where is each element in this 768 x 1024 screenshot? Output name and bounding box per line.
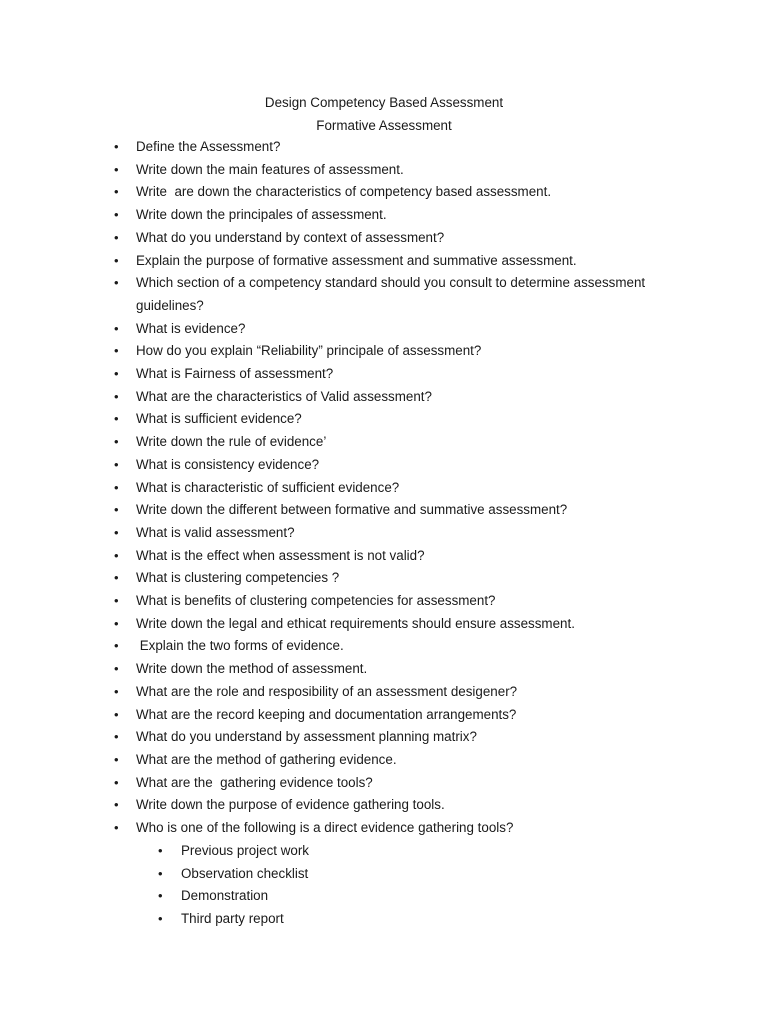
question-text: What is characteristic of sufficient evidence? [136, 479, 400, 495]
bullet-icon: • [114, 661, 119, 677]
question-text: What are the gathering evidence tools? [136, 774, 373, 790]
question-item [0, 181, 768, 204]
bullet-icon: • [114, 366, 119, 382]
question-text: Explain the purpose of formative assessment and summative assessment. [136, 252, 577, 268]
bullet-icon: • [158, 865, 163, 881]
question-item [0, 658, 768, 681]
question-item [0, 704, 768, 727]
bullet-icon: • [114, 184, 119, 200]
question-item [0, 272, 768, 317]
question-item [0, 772, 768, 795]
question-item [0, 749, 768, 772]
bullet-icon: • [114, 502, 119, 518]
bullet-icon: • [158, 842, 163, 858]
bullet-icon: • [114, 388, 119, 404]
question-item [0, 681, 768, 704]
question-text: What are the role and resposibility of an assessment desigener? [136, 683, 518, 699]
question-text: What are the method of gathering evidence. [136, 751, 397, 767]
question-item [0, 431, 768, 454]
question-text: What is clustering competencies ? [136, 570, 340, 586]
bullet-icon: • [158, 910, 163, 926]
bullet-icon: • [114, 275, 119, 291]
bullet-icon: • [114, 479, 119, 495]
bullet-icon: • [114, 615, 119, 631]
bullet-icon: • [114, 797, 119, 813]
bullet-icon: • [158, 888, 163, 904]
question-item [0, 590, 768, 613]
question-item [0, 159, 768, 182]
question-text: What is the effect when assessment is not valid? [136, 547, 425, 563]
question-text: Write are down the characteristics of competency based assessment. [136, 184, 552, 200]
bullet-icon: • [114, 683, 119, 699]
question-text: What is valid assessment? [136, 524, 295, 540]
question-item [0, 136, 768, 159]
question-text: Write down the rule of evidence’ [136, 434, 327, 450]
bullet-icon: • [114, 139, 119, 154]
question-item [0, 567, 768, 590]
question-text: What do you understand by context of assessment? [136, 229, 445, 245]
question-text: Write down the main features of assessment. [136, 161, 404, 177]
question-item [0, 635, 768, 658]
answer-option [136, 863, 688, 886]
question-text: Write down the method of assessment. [136, 661, 368, 677]
bullet-icon: • [114, 161, 119, 177]
question-item [0, 794, 768, 817]
question-text: What do you understand by assessment planning matrix? [136, 729, 477, 745]
bullet-icon: • [114, 774, 119, 790]
document-title: Design Competency Based Assessment [264, 95, 504, 110]
answer-option-text: Previous project work [181, 842, 310, 858]
question-text: What are the record keeping and documentation arrangements? [136, 706, 517, 722]
question-text: What is Fairness of assessment? [136, 366, 334, 382]
question-text: What is benefits of clustering competencies for assessment? [136, 593, 496, 609]
question-item [0, 817, 768, 931]
bullet-icon: • [114, 570, 119, 586]
bullet-icon: • [114, 638, 119, 654]
question-item [0, 454, 768, 477]
bullet-icon: • [114, 547, 119, 563]
document-subtitle: Formative Assessment [316, 118, 452, 133]
bullet-icon: • [114, 729, 119, 745]
question-item [0, 477, 768, 500]
question-text: What is consistency evidence? [136, 456, 320, 472]
answer-option-text: Observation checklist [181, 865, 309, 881]
question-item [0, 499, 768, 522]
bullet-icon: • [114, 229, 119, 245]
question-item [0, 204, 768, 227]
question-text: Write down the legal and ethicat requirements should ensure assessment. [136, 615, 575, 631]
question-item [0, 726, 768, 749]
bullet-icon: • [114, 252, 119, 268]
question-text: Write down the principales of assessment. [136, 207, 387, 223]
bullet-icon: • [114, 524, 119, 540]
answer-option [136, 885, 688, 908]
question-text: What are the characteristics of Valid assessment? [136, 388, 432, 404]
answer-option-text: Demonstration [181, 888, 269, 904]
bullet-icon: • [114, 320, 119, 336]
bullet-icon: • [114, 434, 119, 450]
bullet-icon: • [114, 343, 119, 359]
bullet-icon: • [114, 207, 119, 223]
answer-option-text: Third party report [181, 910, 284, 926]
question-item [0, 363, 768, 386]
question-item [0, 318, 768, 341]
bullet-icon: • [114, 820, 119, 836]
question-text: What is sufficient evidence? [136, 411, 302, 427]
bullet-icon: • [114, 411, 119, 427]
question-text: Which section of a competency standard should you consult to determine assessment guidelines? [136, 275, 649, 313]
answer-option [136, 908, 688, 931]
question-item [0, 613, 768, 636]
question-item [0, 250, 768, 273]
question-item [0, 227, 768, 250]
question-item [0, 386, 768, 409]
question-text: Explain the two forms of evidence. [136, 638, 344, 654]
question-item [0, 545, 768, 568]
bullet-icon: • [114, 751, 119, 767]
question-item [0, 408, 768, 431]
question-item [0, 340, 768, 363]
question-text: What is evidence? [136, 320, 246, 336]
answer-option-list [136, 840, 688, 931]
question-text: Who is one of the following is a direct evidence gathering tools? [136, 820, 514, 836]
answer-option [136, 840, 688, 863]
question-list [0, 136, 768, 931]
bullet-icon: • [114, 456, 119, 472]
question-text: Write down the different between formative and summative assessment? [136, 502, 568, 518]
question-text: How do you explain “Reliability” principale of assessment? [136, 343, 482, 359]
bullet-icon: • [114, 593, 119, 609]
question-text: Write down the purpose of evidence gathering tools. [136, 797, 445, 813]
question-item [0, 522, 768, 545]
bullet-icon: • [114, 706, 119, 722]
question-text: Define the Assessment? [136, 139, 281, 154]
